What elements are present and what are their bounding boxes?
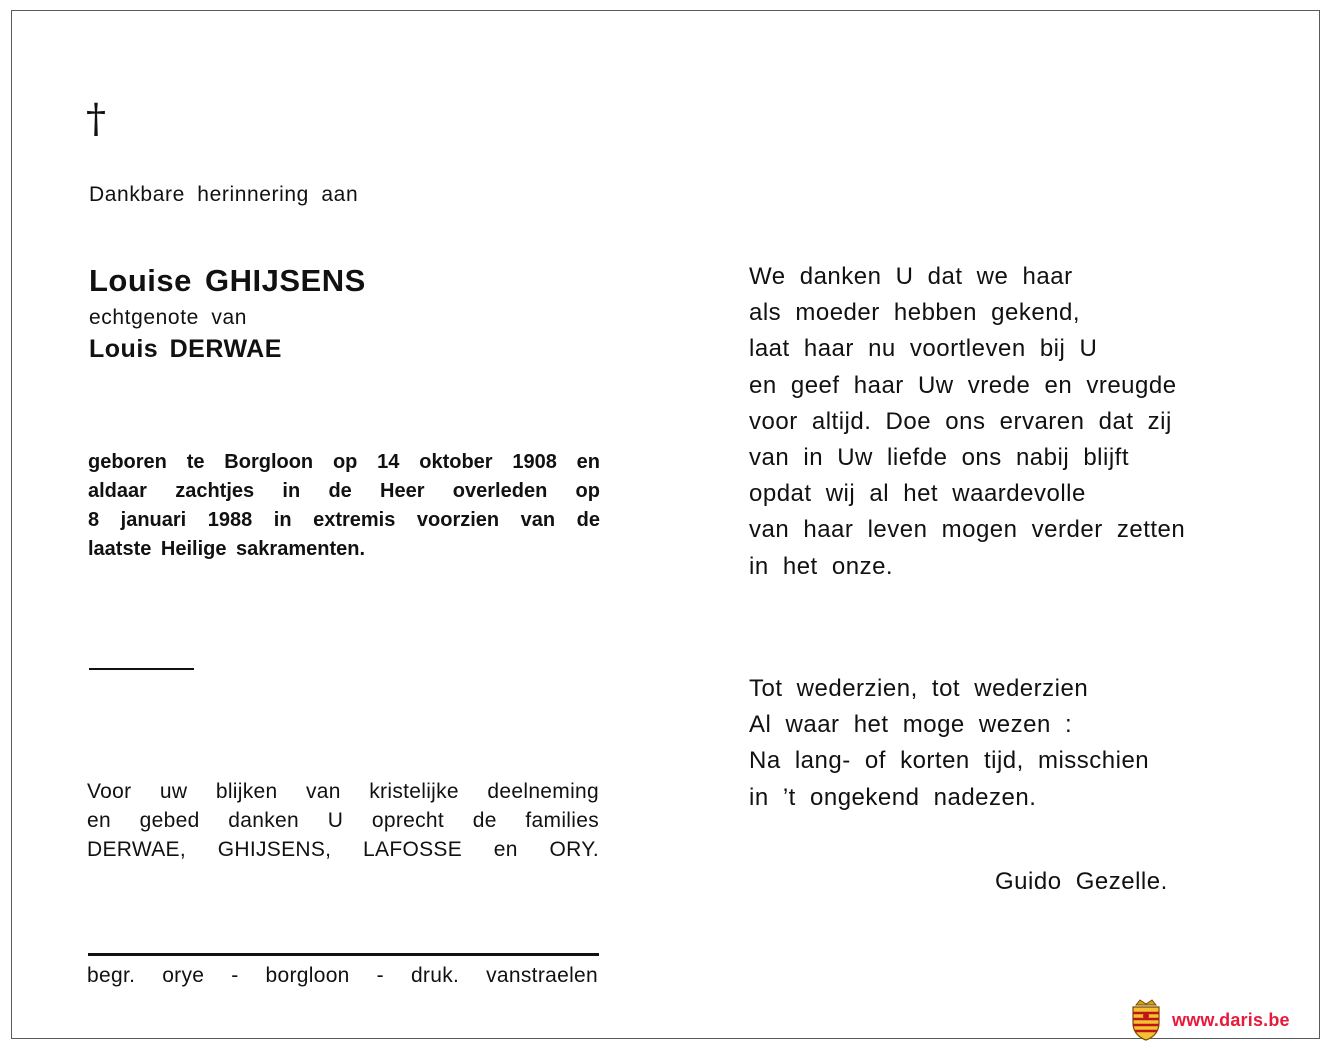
poem-line: Al waar het moge wezen : bbox=[749, 711, 1073, 739]
poem-line: We danken U dat we haar bbox=[749, 263, 1073, 290]
biography-line: 8 januari 1988 in extremis voorzien van de bbox=[88, 509, 600, 531]
watermark-text: www.daris.be bbox=[1172, 1009, 1290, 1030]
poem-line: Na lang- of korten tijd, misschien bbox=[749, 747, 1150, 775]
poem-line: Tot wederzien, tot wederzien bbox=[749, 675, 1089, 702]
poem-line: in ’t ongekend nadezen. bbox=[749, 783, 1037, 811]
heraldic-crest-icon bbox=[1130, 999, 1162, 1041]
thanks-line: Voor uw blijken van kristelijke deelneming bbox=[87, 780, 599, 803]
deceased-name: Louise GHIJSENS bbox=[89, 263, 366, 298]
poem-line: van haar leven mogen verder zetten bbox=[749, 516, 1186, 544]
short-divider bbox=[89, 668, 194, 670]
intro-text: Dankbare herinnering aan bbox=[89, 183, 359, 206]
thanks-paragraph bbox=[87, 777, 599, 864]
poet-signature: Guido Gezelle. bbox=[995, 868, 1168, 895]
poem-line: als moeder hebben gekend, bbox=[749, 299, 1081, 327]
printer-text: begr. orye - borgloon - druk. vanstraelen bbox=[87, 964, 598, 987]
spouse-label: echtgenote van bbox=[89, 306, 248, 329]
thanks-line: en gebed danken U oprecht de families bbox=[87, 809, 599, 832]
biography-line: laatste Heilige sakramenten. bbox=[88, 538, 366, 560]
poem-line: opdat wij al het waardevolle bbox=[749, 480, 1086, 508]
long-divider bbox=[88, 953, 599, 956]
memorial-card bbox=[11, 10, 1320, 1039]
poem-line: laat haar nu voortleven bij U bbox=[749, 335, 1098, 363]
cross-icon: † bbox=[86, 96, 106, 142]
poem-line: in het onze. bbox=[749, 552, 894, 580]
watermark bbox=[1130, 998, 1290, 1042]
spouse-name: Louis DERWAE bbox=[89, 335, 282, 363]
biography-line: geboren te Borgloon op 14 oktober 1908 en bbox=[88, 451, 600, 473]
printer-line bbox=[87, 964, 598, 988]
thanks-line: DERWAE, GHIJSENS, LAFOSSE en ORY. bbox=[87, 838, 599, 861]
poem-stanza-2 bbox=[749, 671, 1149, 816]
biography-paragraph bbox=[88, 448, 600, 564]
poem-line: en geef haar Uw vrede en vreugde bbox=[749, 371, 1177, 399]
biography-line: aldaar zachtjes in de Heer overleden op bbox=[88, 480, 600, 502]
poem-stanza-1 bbox=[749, 259, 1185, 585]
poem-line: van in Uw liefde ons nabij blijft bbox=[749, 444, 1130, 472]
poem-line: voor altijd. Doe ons ervaren dat zij bbox=[749, 407, 1172, 435]
